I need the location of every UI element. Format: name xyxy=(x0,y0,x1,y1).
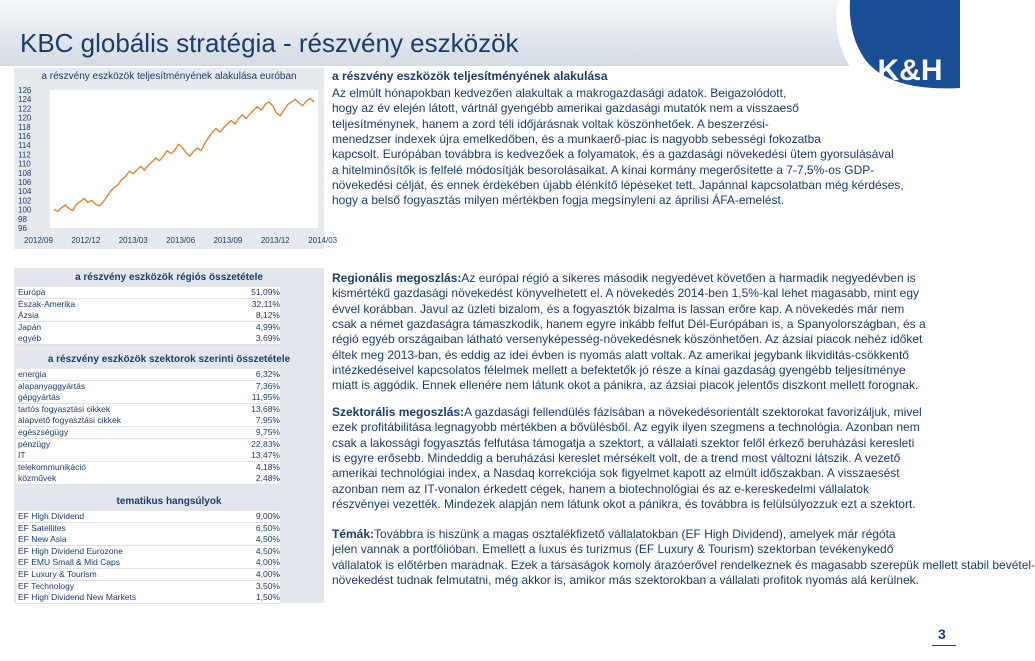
regional-text: évvel korábban. Javul az üzleti bizalom, és a fogyasztók bizalma is lassan erőre kap. A növekedés már nem xyxy=(332,301,905,316)
sector-table-row-name: IT xyxy=(18,450,26,461)
theme-table-row-value: 4,00% xyxy=(255,557,280,568)
section-performance-title: a részvény eszközök teljesítményének alakulása xyxy=(332,69,608,83)
sector-table-row-name: alapvető fogyasztási cikkek xyxy=(18,415,121,426)
sector-table-row-value: 9,75% xyxy=(255,427,280,437)
chart-plot-area xyxy=(50,90,318,228)
theme-table-row-name: EF Technology xyxy=(18,580,75,591)
section-performance-text: hogy a belső fogyasztás milyen mértékben fogja megsínyleni az áprilisi ÁFA-emelést. xyxy=(332,193,785,208)
sectoral-text: amerikai technológiai index, a Nasdaq korrekciója sok figyelmet kapott az elmúlt időszakban. A visszaesést xyxy=(332,466,900,481)
regional-line xyxy=(332,332,944,347)
page-number: 3 xyxy=(938,626,946,642)
chart-y-tick-label: 116 xyxy=(18,132,31,141)
regional-line xyxy=(332,363,944,378)
regional-line xyxy=(332,271,944,286)
chart-y-tick-label: 120 xyxy=(18,113,32,123)
theme-table-row-value: 4,50% xyxy=(255,545,280,556)
sector-table-row-value: 7,36% xyxy=(255,380,280,391)
regional-line xyxy=(332,302,944,317)
sector-table-row xyxy=(16,450,280,462)
regional-text: csak a német gazdaságra támaszkodik, hanem egyre inkább felfut Dél-Európában is, a Spanyolországban, és a xyxy=(332,316,926,331)
regional-table-row-name: egyéb xyxy=(18,333,42,344)
sector-table-row xyxy=(16,473,280,485)
regional-text: Az európai régió a sikeres második negyedévet követően a harmadik negyedévben is xyxy=(461,271,916,285)
composition-tables xyxy=(14,268,324,603)
themes-text: Továbbra is hiszünk a magas osztalékfizető vállalatokban (EF High Dividend), amelyek már régóta xyxy=(374,527,896,541)
themes-line xyxy=(332,573,944,588)
page-number-underline xyxy=(932,645,956,646)
sector-table-row xyxy=(16,404,280,416)
section-performance-line xyxy=(332,86,942,101)
themes-text: jelen vannak a portfólióban. Emellett a luxus és turizmus (EF Luxury & Tourism) szektorban tevékenykedő xyxy=(332,542,894,557)
theme-table-row xyxy=(16,546,280,558)
regional-line xyxy=(332,317,944,332)
kh-logo-text: K&H xyxy=(877,54,943,87)
sector-table-row xyxy=(16,381,280,393)
chart-y-tick-label: 106 xyxy=(18,178,32,187)
sectoral-text: A gazdasági fellendülés fázisában a növekedésorientált szektorokat favorizáljuk, mivel xyxy=(464,405,922,419)
regional-table-row xyxy=(16,322,280,334)
sectoral-text: azonban nem az IT-vonalon érkedett cégek, hanem a biotechnológiai és az e-kereskedelmi vállalatok xyxy=(332,481,869,496)
regional-table-row-value: 51,09% xyxy=(251,287,280,297)
chart-x-tick-label: 2013/09 xyxy=(213,236,243,245)
theme-table-row xyxy=(16,592,280,604)
regional-line xyxy=(332,348,944,363)
theme-table-row xyxy=(16,569,280,581)
performance-chart-panel xyxy=(14,68,338,249)
themes-label: Témák: xyxy=(332,527,375,541)
theme-table-row-name: EF Luxury & Tourism xyxy=(18,569,97,579)
theme-table-row-value: 4,50% xyxy=(255,534,280,545)
section-performance-line xyxy=(332,101,942,116)
chart-y-tick-label: 98 xyxy=(18,214,27,224)
regional-table-row-name: Ázsia xyxy=(18,310,39,321)
chart-y-tick-label: 126 xyxy=(18,86,32,95)
sector-table-row-value: 13,47% xyxy=(251,450,280,461)
theme-table-row xyxy=(16,581,280,593)
sectoral-label: Szektorális megoszlás: xyxy=(332,405,465,419)
theme-table-row-name: EF New Asia xyxy=(18,534,67,545)
page-title: KBC globális stratégia - részvény eszközök xyxy=(20,28,519,58)
section-performance-line xyxy=(332,193,942,208)
sector-table-title: a részvény eszközök szektorok szerinti összetétele xyxy=(47,354,291,365)
sector-table-row-value: 4,18% xyxy=(255,461,280,472)
chart-y-tick-label: 122 xyxy=(18,104,32,114)
themes-text: növekedést tudnak felmutatni, még akkor is, amikor más szektorokban a vállalati profitok nyomás alá kerülnek. xyxy=(332,572,919,587)
regional-table-row xyxy=(16,310,280,322)
theme-table-row-name: EF EMU Small & Mid Caps xyxy=(18,557,121,568)
theme-table-row-name: EF High Dividend Eurozone xyxy=(18,545,123,556)
section-performance-text: a hitelminősítők is felfelé módosítják besorolásaikat. A kínai kormány megerősítette a 7-7,5%-os GDP- xyxy=(332,162,875,177)
section-performance-text: hogy az év elején látott, vártnál gyengébb amerikai gazdasági mutatók nem a visszaeső xyxy=(332,101,799,116)
sector-table-row-value: 6,32% xyxy=(255,369,280,379)
regional-table-row-value: 3,69% xyxy=(255,333,280,344)
sectoral-text: ezek profitábilitása legnagyobb mértékben a bővülésből. Az egyik ilyen szegmens a technológia. Azonban nem xyxy=(332,420,920,435)
themes-line xyxy=(332,542,944,557)
sector-table-row-name: egészségügy xyxy=(18,427,69,437)
regional-line xyxy=(332,378,944,393)
chart-y-tick-label: 100 xyxy=(18,205,32,215)
sectoral-line xyxy=(332,420,944,435)
chart-x-tick-label: 2012/12 xyxy=(71,236,101,245)
regional-table-row-name: Észak-Amerika xyxy=(18,298,76,309)
chart-y-tick-label: 124 xyxy=(18,95,32,105)
sector-table-row-name: gépgyártás xyxy=(18,392,61,403)
section-performance-text: növekedési célját, és ennek érdekében újabb élénkítő lépéseket tett. Japánnal kapcsolatban még kérdéses, xyxy=(332,177,904,192)
theme-table-row xyxy=(16,511,280,523)
regional-table-row-value: 8,12% xyxy=(255,310,280,321)
regional-text: éltek meg 2013-ban, és eddig az idei évben is nyomás alatt voltak. Az amerikai jegybank likviditás-csökkentő xyxy=(332,347,909,362)
theme-table-row xyxy=(16,534,280,546)
chart-y-tick-label: 104 xyxy=(18,187,32,197)
sectoral-line xyxy=(332,497,944,512)
performance-chart xyxy=(14,68,338,249)
section-performance-text: Az elmúlt hónapokban kedvezően alakultak a makrogazdasági adatok. Beigazolódott, xyxy=(332,86,787,100)
sectoral-text: is egyre erősebb. Mindeddig a beruházási kereslet mérsékelt volt, de a trend most változni látszik. A vezető xyxy=(332,450,901,465)
sectoral-text: csak a lakossági fogyasztás felfutása támogatja a szektort, a vállalati szektor felől érkező beruházási keresleti xyxy=(332,435,915,450)
regional-table-row-name: Japán xyxy=(18,321,42,332)
theme-table-row-name: EF Satellites xyxy=(18,522,66,533)
section-performance-line xyxy=(332,178,942,193)
themes-line xyxy=(332,557,1035,573)
sectoral-line xyxy=(332,466,944,481)
theme-table-row-value: 4,00% xyxy=(255,569,280,579)
theme-table-row-name: EF High Dividend New Markets xyxy=(18,592,137,603)
sector-table-row xyxy=(16,439,280,451)
section-performance-line xyxy=(332,163,942,178)
chart-x-tick-label: 2014/03 xyxy=(308,236,338,245)
theme-table-row-value: 9,00% xyxy=(255,511,280,521)
sectoral-line xyxy=(332,436,944,451)
chart-y-tick-label: 108 xyxy=(18,168,32,178)
sectoral-line xyxy=(332,482,944,497)
sector-table-row-value: 13,68% xyxy=(251,403,280,414)
sector-table-row-value: 2,48% xyxy=(255,473,280,484)
section-performance-line xyxy=(332,147,942,162)
sector-table-row-value: 11,95% xyxy=(251,392,280,403)
sector-table-row-name: telekommunikáció xyxy=(18,461,87,472)
regional-label: Regionális megoszlás: xyxy=(332,271,462,285)
sector-table-row-name: energia xyxy=(18,369,47,379)
regional-line xyxy=(332,286,944,301)
section-performance-line xyxy=(332,132,942,147)
sectoral-line xyxy=(332,451,944,466)
chart-y-tick-label: 102 xyxy=(18,196,32,206)
regional-table-row-value: 4,99% xyxy=(255,321,280,332)
chart-x-tick-label: 2013/12 xyxy=(260,236,290,245)
regional-text: intézkedéseivel kapcsolatos félelmek mellett a befektetők jó része a kínai gazdaság gyengébb teljesítménye xyxy=(332,362,906,377)
chart-title: a részvény eszközök teljesítményének alakulása euróban xyxy=(41,71,297,82)
chart-y-tick-label: 110 xyxy=(18,159,31,169)
sector-table-row-value: 7,95% xyxy=(255,415,280,426)
sector-table-row xyxy=(16,415,280,427)
sectoral-line xyxy=(332,405,944,420)
sector-table-row-name: pénzügy xyxy=(18,438,51,449)
chart-y-tick-label: 118 xyxy=(18,122,31,132)
sector-table-row xyxy=(16,427,280,439)
regional-text: miatt is aggódik. Ennek ellenére nem látunk okot a pánikra, az ázsiai piacok jelentős diszkont mellett forognak. xyxy=(332,378,919,393)
section-performance-line xyxy=(332,117,942,132)
sector-table-row-name: közművek xyxy=(18,473,57,484)
sector-table-row xyxy=(16,462,280,474)
theme-table-row-value: 1,50% xyxy=(255,592,280,603)
sector-table-row-value: 22,83% xyxy=(251,438,280,449)
regional-table-row-name: Európa xyxy=(18,287,46,297)
theme-table-title: tematikus hangsúlyok xyxy=(116,496,222,507)
kh-logo xyxy=(828,0,960,100)
regional-table-row xyxy=(16,333,280,345)
theme-table-row xyxy=(16,523,280,535)
theme-table-row-value: 3,50% xyxy=(255,580,280,591)
theme-table-row xyxy=(16,557,280,569)
sector-table-row xyxy=(16,392,280,404)
sector-table-row-name: alapanyaggyártás xyxy=(18,380,86,391)
regional-table-row xyxy=(16,287,280,299)
sectoral-text: részvényei vezették. Mindezek alapján nem látunk okot a pánikra, és továbbra is felülsúlyozzuk ezt a szektort. xyxy=(332,496,916,511)
chart-y-tick-label: 96 xyxy=(18,224,27,233)
chart-x-tick-label: 2012/09 xyxy=(24,236,53,245)
section-performance-text: teljesítménynek, hanem a zord téli időjárásnak voltak köszönhetőek. A beszerzési- xyxy=(332,116,769,131)
regional-text: régió egyéb országaiban látható versenyképesség-növekedésnek köszönhetően. Az ázsiai piacok nehéz időket xyxy=(332,332,923,347)
theme-table-row-value: 6,50% xyxy=(255,522,280,533)
sector-table-row xyxy=(16,369,280,381)
chart-x-tick-label: 2013/03 xyxy=(118,236,148,245)
section-performance-text: kapcsolt. Európában továbbra is kedvezőek a folyamatok, és a gazdasági növekedési ütem gyorsulásával xyxy=(332,147,894,162)
regional-table-row xyxy=(16,299,280,311)
regional-table-row-value: 32,11% xyxy=(251,298,280,309)
regional-table-title: a részvény eszközök régiós összetétele xyxy=(75,272,263,283)
sector-table-row-name: tartós fogyasztási cikkek xyxy=(18,403,111,414)
chart-x-tick-label: 2013/06 xyxy=(166,236,196,245)
section-performance-text: menedzser indexek újra emelkedőben, és a munkaerő-piac is nagyobb sebességi fokozatba xyxy=(332,131,821,146)
themes-text: vállalatok is előtérben maradnak. Ezek a társaságok komoly árazóerővel rendelkeznek és magasabb szerepük mellett stabil bevétel- xyxy=(332,557,1035,572)
themes-line xyxy=(332,527,944,542)
chart-y-tick-label: 112 xyxy=(18,150,31,160)
regional-text: kismértékű gazdasági növekedést könyvelhetett el. A növekedés 2014-ben 1,5%-kal lehet magasabb, mint egy xyxy=(332,286,920,301)
chart-y-tick-label: 114 xyxy=(18,141,31,151)
theme-table-row-name: EF High Dividend xyxy=(18,511,85,521)
